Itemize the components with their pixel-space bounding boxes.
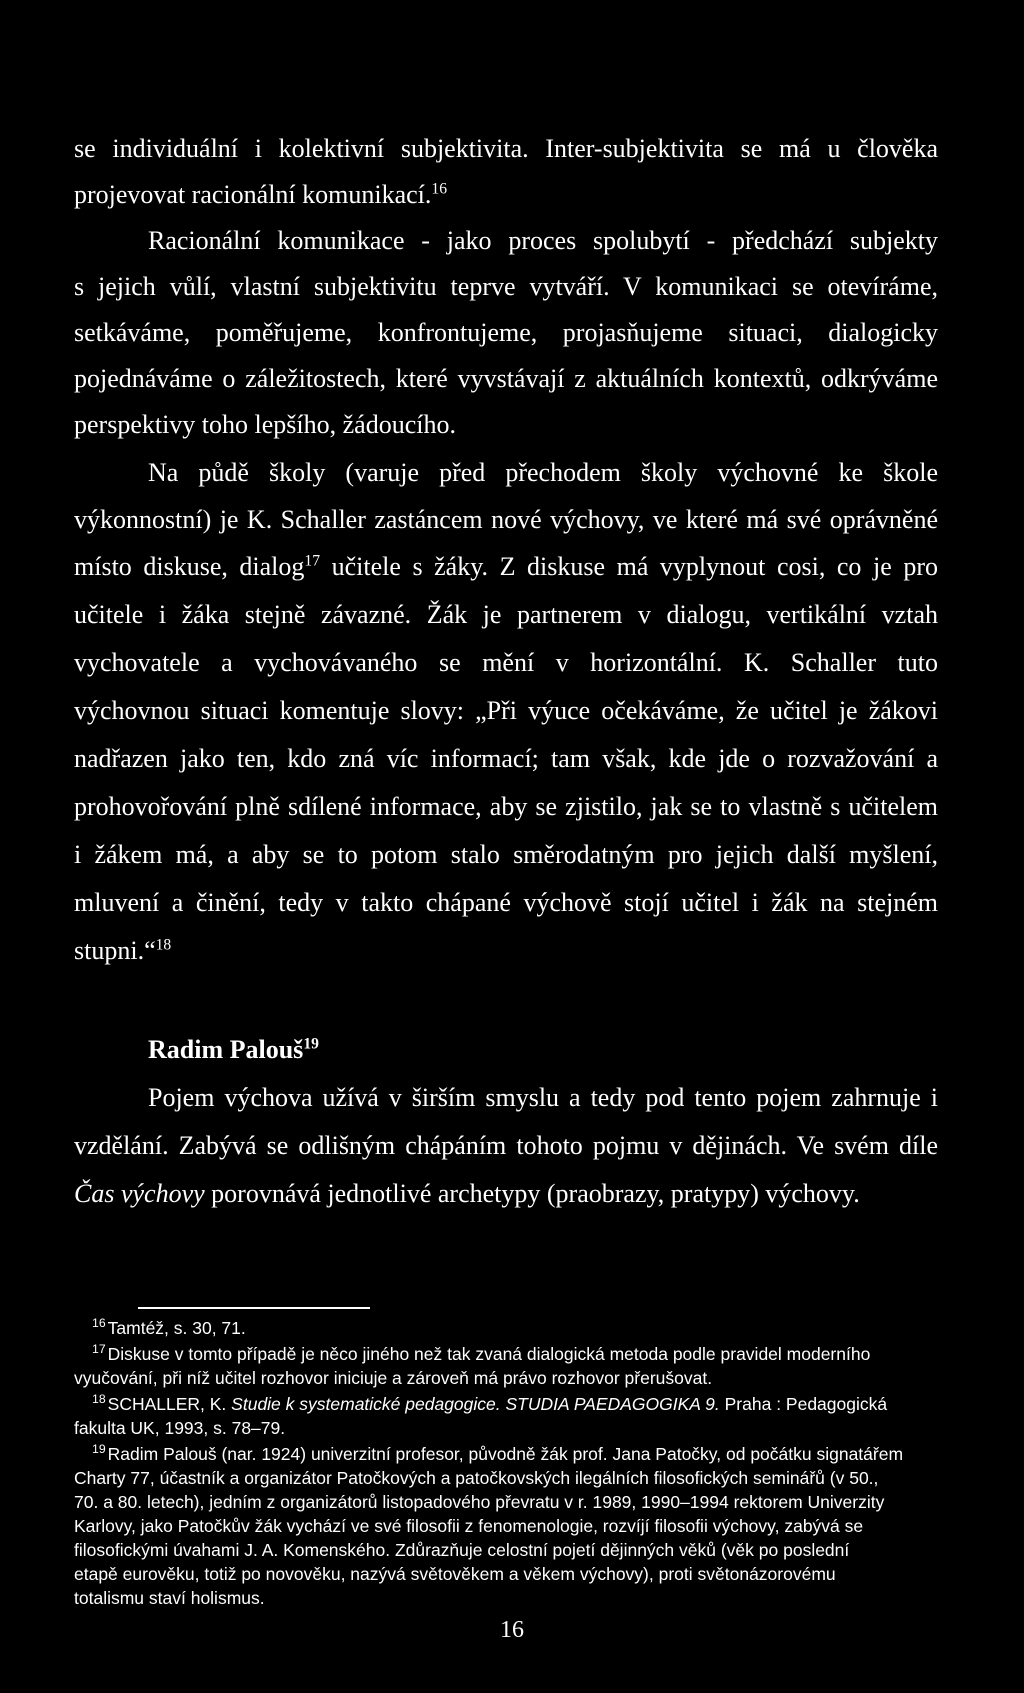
footnote-ref[interactable]: 17 <box>304 552 321 570</box>
body-line: mluvení a činění, tedy v takto chápané výchově stojí učitel i žák na stejném <box>74 888 938 917</box>
footnote-18: $^{18}$ SCHALLER, K. Studie k systematické pedagogice. STUDIA PAEDAGOGIKA 9. Praha : Pedagogická <box>92 1392 888 1414</box>
body-line: místo diskuse, dialog$^{17}$ učitele s žáky. Z diskuse má vyplynout cosi, co je pro <box>74 552 938 581</box>
body-line: vzdělání. Zabývá se odlišným chápáním tohoto pojmu v dějinách. Ve svém díle <box>74 1131 938 1160</box>
body-line: s jejich vůlí, vlastní subjektivitu teprve vytváří. V komunikaci se otevíráme, <box>74 272 938 301</box>
footnote-line: fakulta UK, 1993, s. 78–79. <box>74 1418 286 1438</box>
footnote-ref[interactable]: 19 <box>303 1035 319 1053</box>
body-line: vychovatele a vychovávaného se mění v horizontální. K. Schaller tuto <box>74 648 938 677</box>
body-line: učitele i žáka stejně závazné. Žák je partnerem v dialogu, vertikální vztah <box>74 600 938 629</box>
body-line: se individuální i kolektivní subjektivita. Inter-subjektivita se má u člověka <box>74 134 938 163</box>
footnote-line: etapě eurověku, totiž po novověku, nazývá světověkem a věkem výchovy), proti světonázorovému <box>74 1564 836 1584</box>
body-line: Pojem výchova užívá v širším smyslu a tedy pod tento pojem zahrnuje i <box>148 1083 938 1112</box>
footnote-line: Karlovy, jako Patočkův žák vychází ve své filosofii z fenomenologie, rozvíjí filosofii výchovy, zabývá se <box>74 1516 864 1536</box>
book-title: Čas výchovy <box>74 1179 205 1208</box>
footnote-separator <box>138 1307 370 1309</box>
page-number: 16 <box>500 1617 524 1643</box>
body-line: i žákem má, a aby se to potom stalo směrodatným pro jejich další myšlení, <box>74 840 938 869</box>
footnote-17: $^{17}$ Diskuse v tomto případě je něco jiného než tak zvaná dialogická metoda podle pravidel moderního <box>92 1342 871 1364</box>
footnote-ref[interactable]: 16 <box>431 180 447 198</box>
footnote-19: $^{19}$ Radim Palouš (nar. 1924) univerzitní profesor, původně žák prof. Jana Patočky, od počátku signatářem <box>92 1442 904 1464</box>
footnote-line: totalismu staví holismus. <box>74 1588 265 1608</box>
body-line: stupni.“$^{18}$ <box>74 936 172 965</box>
section-heading: Radim Palouš$^{19}$ <box>148 1035 319 1064</box>
footnote-ref[interactable]: 18 <box>155 936 172 954</box>
body-line: výchovnou situaci komentuje slovy: „Při výuce očekáváme, že učitel je žákovi <box>74 696 938 725</box>
body-line: perspektivy toho lepšího, žádoucího. <box>74 410 456 439</box>
body-line: prohovořování plně sdílené informace, aby se zjistilo, jak se to vlastně s učitelem <box>74 792 938 821</box>
body-line: nadřazen jako ten, kdo zná víc informací; tam však, kde jde o rozvažování a <box>74 744 938 773</box>
body-line: Racionální komunikace - jako proces spolubytí - předchází subjekty <box>148 226 938 255</box>
body-line: pojednáváme o záležitostech, které vyvstávají z aktuálních kontextů, odkrýváme <box>74 364 938 393</box>
footnote-line: filosofickými úvahami J. A. Komenského. Zdůrazňuje celostní pojetí dějinných věků (věk po poslední <box>74 1540 850 1560</box>
footnote-16: $^{16}$ Tamtéž, s. 30, 71. <box>92 1316 246 1338</box>
footnote-line: vyučování, při níž učitel rozhovor iniciuje a zároveň má právo rozhovor přerušovat. <box>74 1368 713 1388</box>
footnote-line: Charty 77, účastník a organizátor Patočkových a patočkovských ilegálních filosofických seminářů (v 50., <box>74 1468 879 1488</box>
body-line: setkáváme, poměřujeme, konfrontujeme, projasňujeme situaci, dialogicky <box>74 318 938 347</box>
body-line: Na půdě školy (varuje před přechodem školy výchovné ke škole <box>148 458 938 487</box>
body-line: Čas výchovy porovnává jednotlivé archetypy (praobrazy, pratypy) výchovy. <box>74 1179 860 1208</box>
body-line: výkonnostní) je K. Schaller zastáncem nové výchovy, ve které má své oprávněné <box>74 505 938 534</box>
body-line: projevovat racionální komunikací.$^{16}$ <box>74 180 447 209</box>
footnote-line: 70. a 80. letech), jedním z organizátorů listopadového převratu v r. 1989, 1990–1994 rektorem Univerzity <box>74 1492 885 1512</box>
